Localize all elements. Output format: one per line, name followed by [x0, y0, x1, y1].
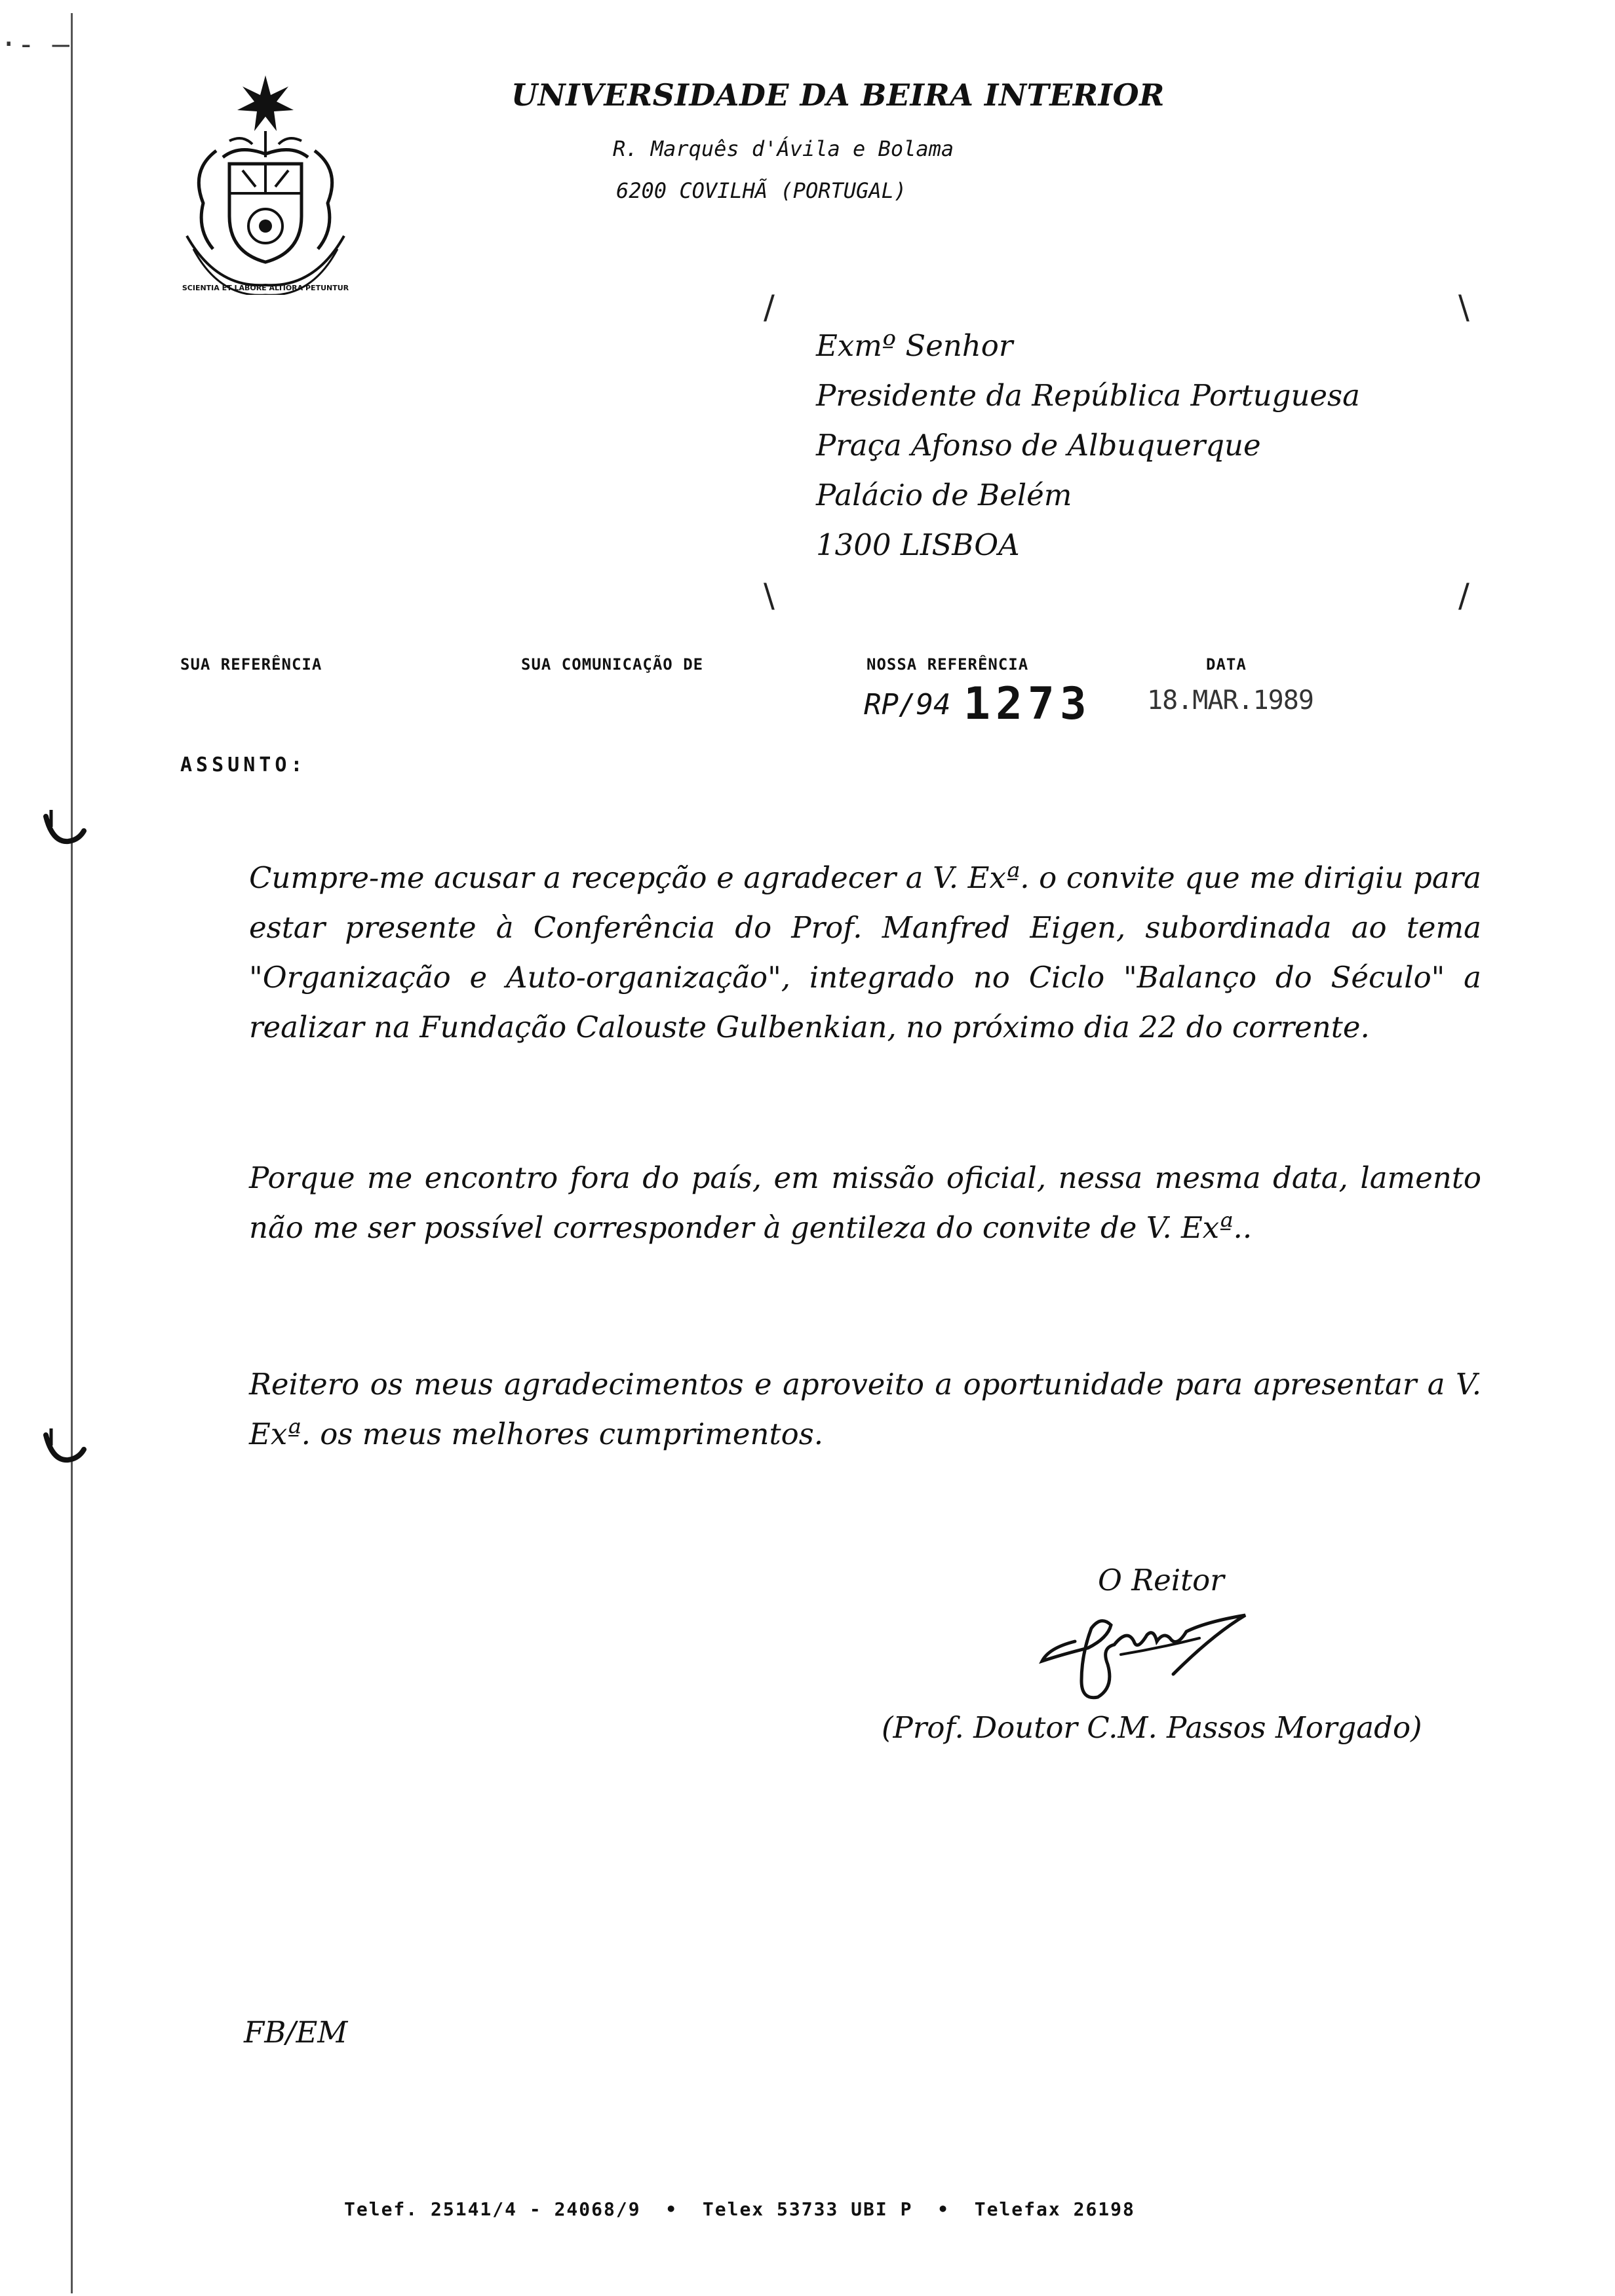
punch-hole-mark-lower	[41, 1426, 87, 1472]
recipient-line: 1300 LISBOA	[816, 527, 1020, 562]
nossa-referencia-prefix: RP/94	[864, 688, 951, 721]
address-window-corner-tl: /	[764, 288, 775, 326]
subject-label: ASSUNTO:	[180, 754, 307, 776]
footer-contact-line: Telef. 25141/4 - 24068/9 • Telex 53733 UBI P • Telefax 26198	[344, 2198, 1135, 2220]
sua-referencia-label: SUA REFERÊNCIA	[180, 655, 322, 674]
binder-margin-line	[71, 13, 73, 2293]
recipient-line: Palácio de Belém	[816, 478, 1072, 512]
university-crest-logo	[177, 72, 354, 295]
corner-mark: ·- –	[0, 28, 69, 61]
punch-hole-mark-upper	[41, 807, 87, 853]
recipient-line: Praça Afonso de Albuquerque	[816, 428, 1261, 463]
signatory-name: (Prof. Doutor C.M. Passos Morgado)	[882, 1710, 1422, 1745]
university-street: R. Marquês d'Ávila e Bolama	[613, 136, 954, 161]
svg-text:SCIENTIA ET LABORE ALTIORA PET: SCIENTIA ET LABORE ALTIORA PETUNTUR	[182, 284, 349, 292]
date-stamp: 18.MAR.1989	[1147, 685, 1313, 716]
university-name: UNIVERSIDADE DA BEIRA INTERIOR	[511, 77, 1165, 113]
address-window-corner-br: /	[1458, 577, 1469, 615]
sua-comunicacao-label: SUA COMUNICAÇÃO DE	[521, 655, 704, 674]
body-paragraph: Cumpre-me acusar a recepção e agradecer a V. Exª. o convite que me dirigiu para estar presente à Conferência do Prof. Manfred Eigen, subordinada ao tema "Organização e Auto-organização", integrado no Ciclo "Balanço do Século" a realizar na Fundação Calouste Gulbenkian, no próximo dia 22 do corrente.	[249, 860, 1481, 1044]
handwritten-signature	[1036, 1602, 1252, 1713]
recipient-address	[816, 321, 1360, 570]
signatory-title: O Reitor	[1098, 1563, 1224, 1598]
nossa-referencia-label: NOSSA REFERÊNCIA	[866, 655, 1029, 674]
recipient-line: Exmº Senhor	[816, 328, 1013, 363]
body-paragraph: Reitero os meus agradecimentos e aproveito a oportunidade para apresentar a V. Exª. os meus melhores cumprimentos.	[249, 1367, 1481, 1451]
address-window-corner-bl: \	[764, 577, 775, 615]
nossa-referencia-number: 1273	[963, 678, 1092, 730]
body-paragraph: Porque me encontro fora do país, em missão oficial, nessa mesma data, lamento não me ser possível corresponder à gentileza do convite de V. Exª..	[249, 1160, 1481, 1245]
address-window-corner-tr: \	[1458, 288, 1469, 326]
typist-initials: FB/EM	[244, 2015, 348, 2050]
university-city: 6200 COVILHÃ (PORTUGAL)	[616, 178, 907, 203]
recipient-line: Presidente da República Portuguesa	[816, 378, 1360, 413]
data-label: DATA	[1206, 655, 1247, 674]
